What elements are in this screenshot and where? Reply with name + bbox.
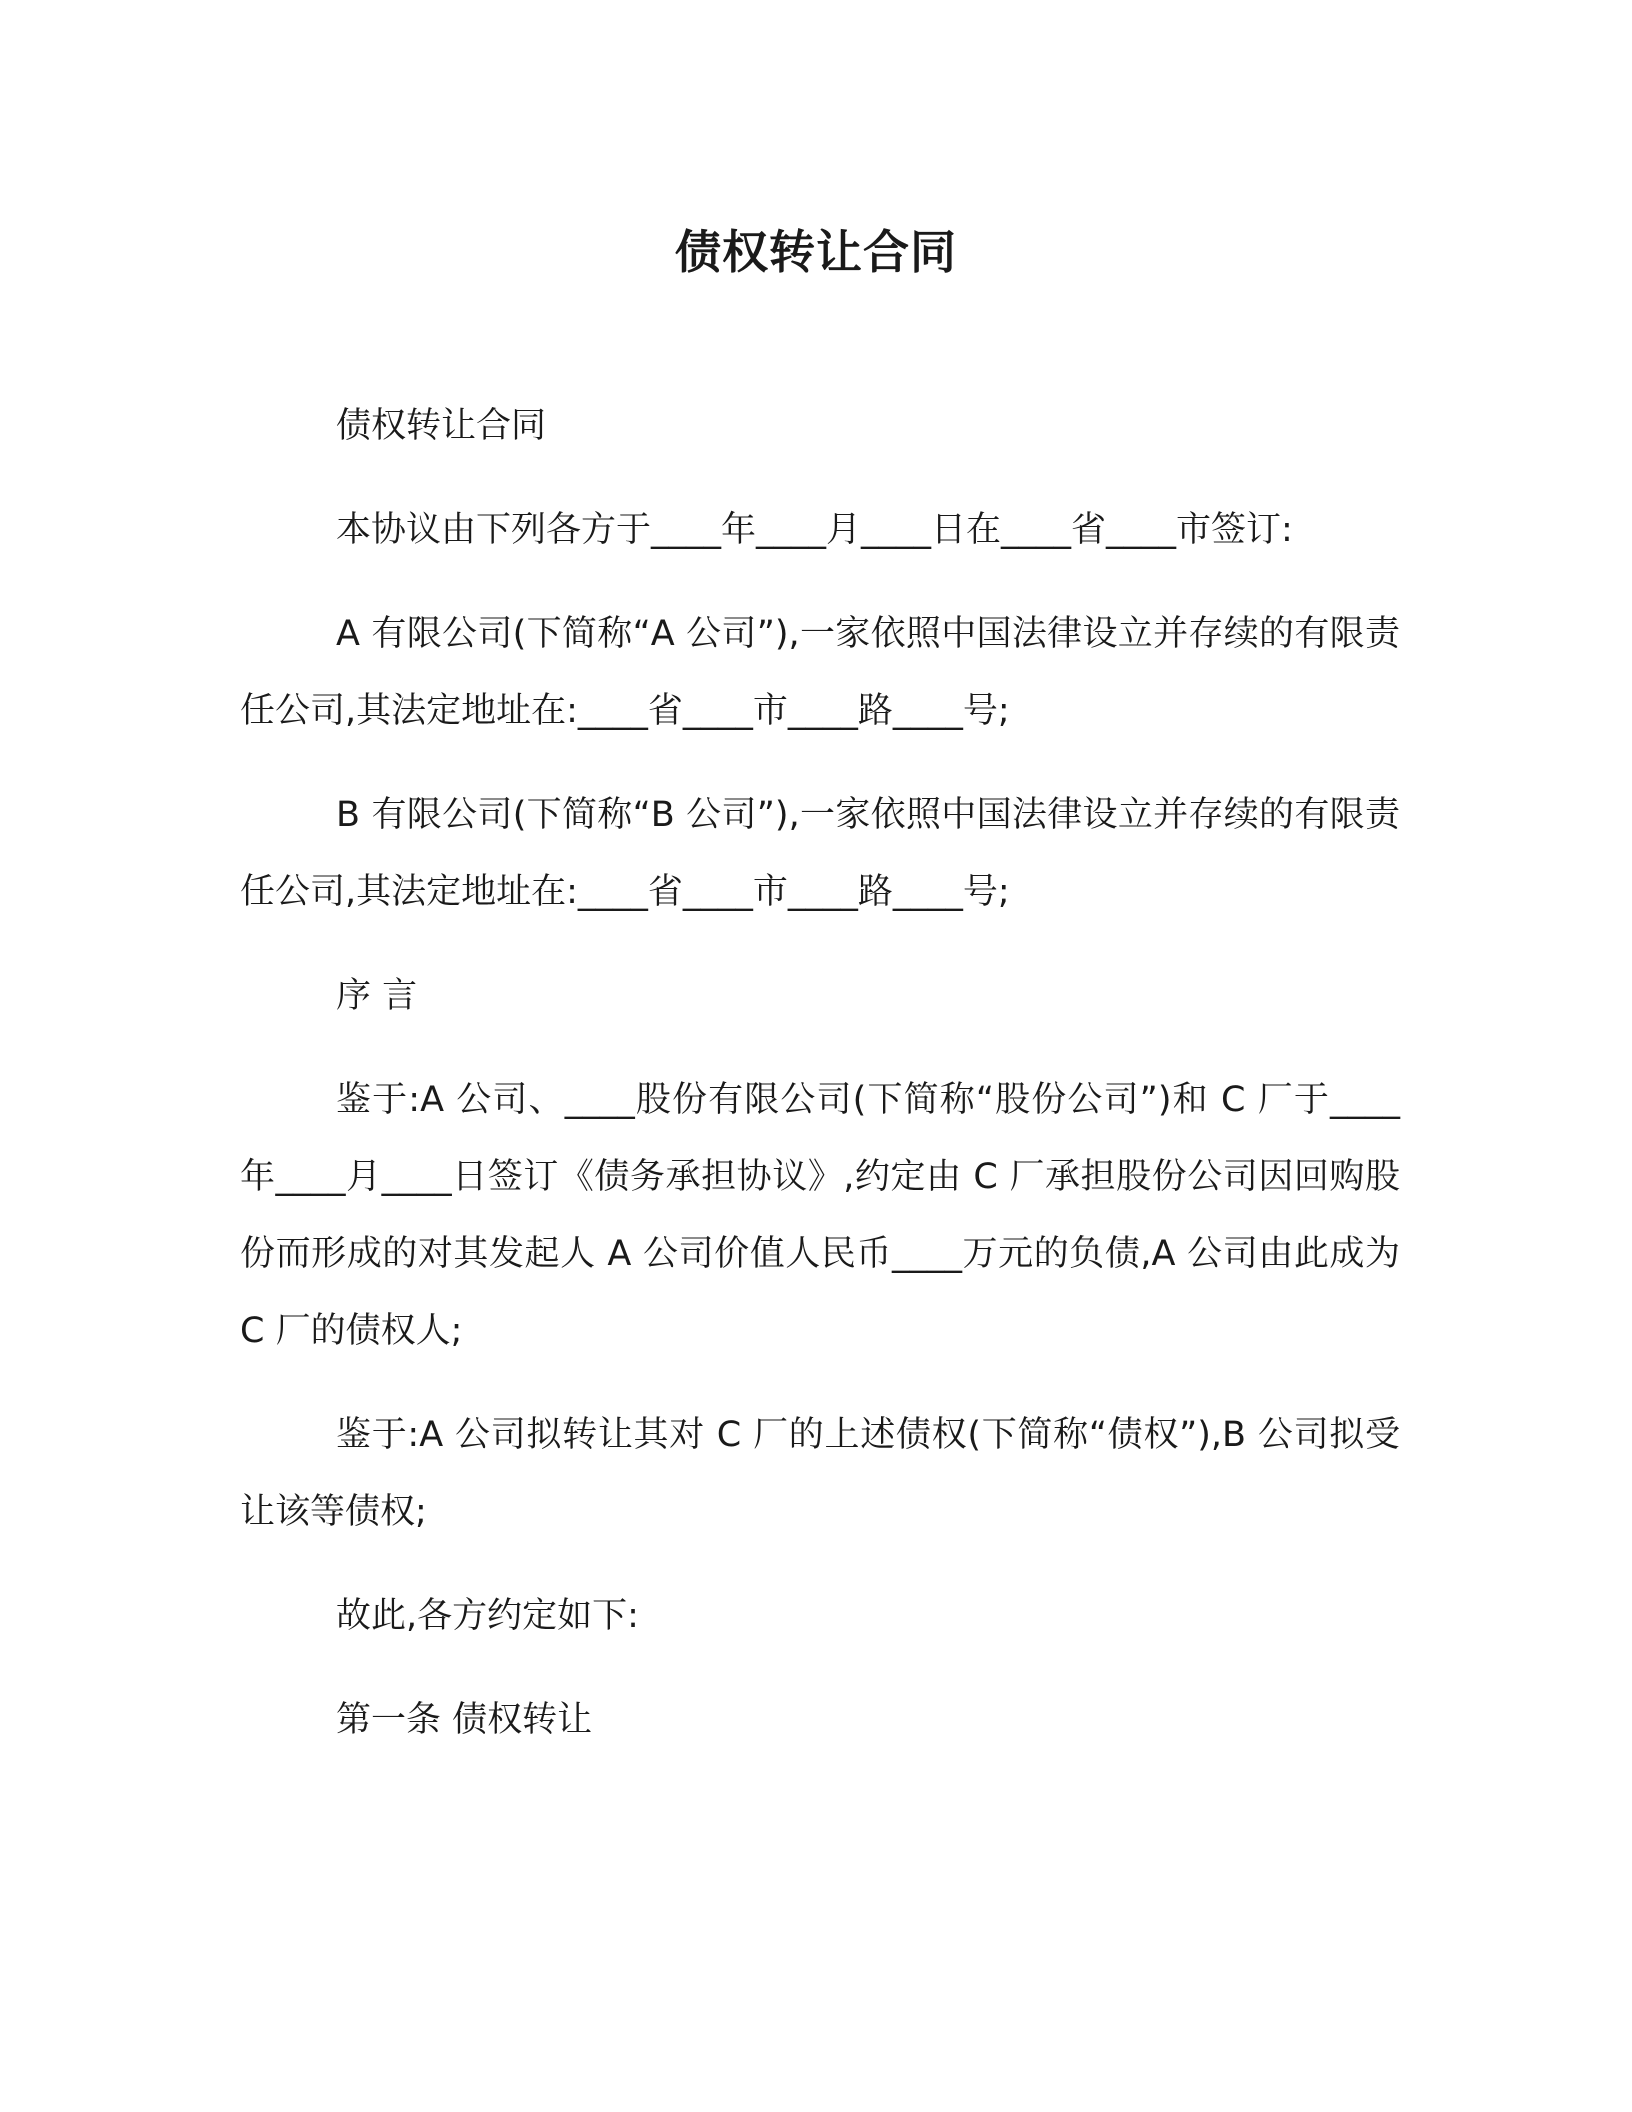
paragraph-whereas-2: 鉴于:A 公司拟转让其对 C 厂的上述债权(下简称“债权”),B 公司拟受让该等债权;	[240, 1415, 1400, 1532]
paragraph-article-1-heading: 第一条 债权转让	[336, 1700, 593, 1740]
document-body	[240, 388, 1400, 1786]
paragraph-agreement-intro: 故此,各方约定如下:	[336, 1596, 639, 1636]
paragraph-preface-heading: 序 言	[336, 976, 418, 1016]
document-title: 债权转让合同	[675, 225, 957, 279]
paragraph-heading: 债权转让合同	[336, 406, 547, 446]
paragraph-party-a: A 有限公司(下简称“A 公司”),一家依照中国法律设立并存续的有限责任公司,其法定地址在:____省____市____路____号;	[240, 614, 1400, 731]
paragraph-whereas-1: 鉴于:A 公司、____股份有限公司(下简称“股份公司”)和 C 厂于____年____月____日签订《债务承担协议》,约定由 C 厂承担股份公司因回购股份而形成的对其发起人 A 公司价值人民币____万元的负债,A 公司由此成为 C 厂的债权人;	[240, 1080, 1400, 1351]
paragraph-party-b: B 有限公司(下简称“B 公司”),一家依照中国法律设立并存续的有限责任公司,其法定地址在:____省____市____路____号;	[240, 795, 1400, 912]
paragraph-signing-info: 本协议由下列各方于____年____月____日在____省____市签订:	[336, 510, 1293, 550]
